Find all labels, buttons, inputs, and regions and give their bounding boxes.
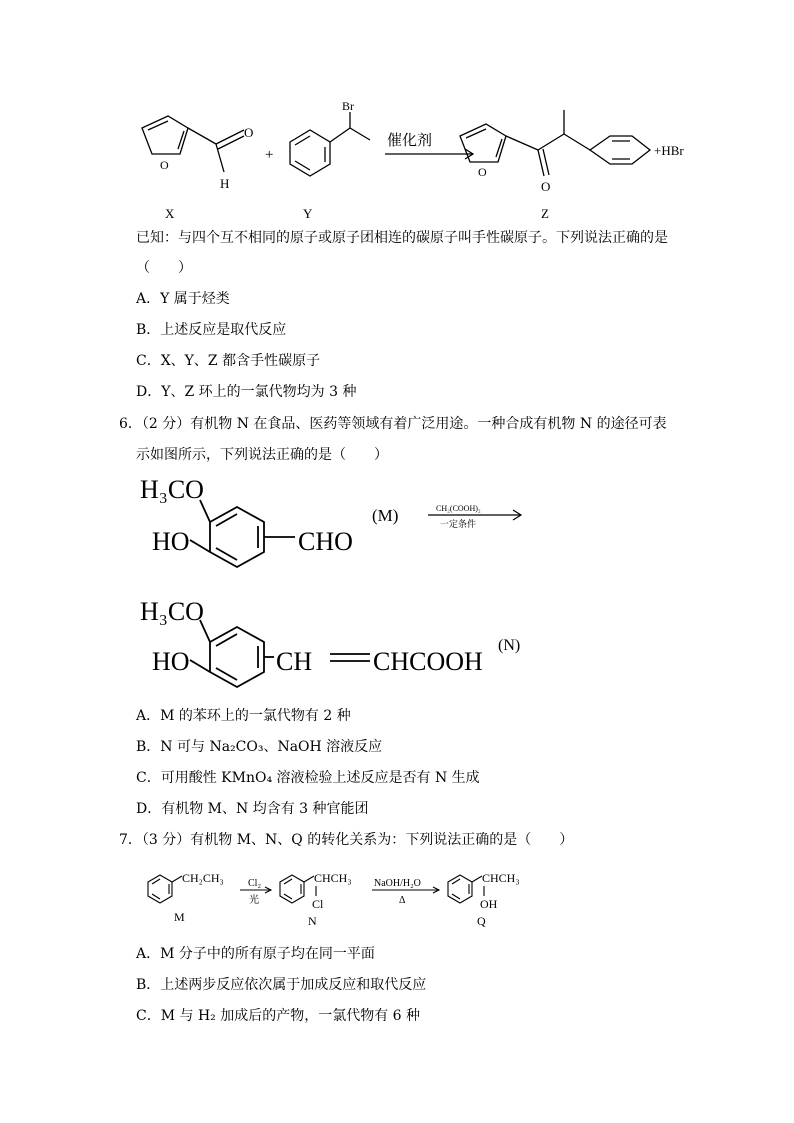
q7-option-b: B．上述两步反应依次属于加成反应和取代反应 <box>136 977 427 993</box>
q5-option-b: B．上述反应是取代反应 <box>136 322 287 338</box>
z-carbonyl-oxygen: O <box>541 179 551 194</box>
cond2-naoh: NaOH/H₂O <box>374 878 421 889</box>
reagent-condition: 一定条件 <box>440 519 477 529</box>
n-label: (N) <box>498 637 521 654</box>
q7-option-c: C．M 与 H₂ 加成后的产物，一氯代物有 6 种 <box>136 1008 421 1024</box>
n-alkene-ch: CH <box>276 647 313 676</box>
m-ethyl-group: CH₂CH₃ <box>182 871 224 885</box>
q5-option-a: A．Y 属于烃类 <box>136 291 230 307</box>
q5-known-statement: 已知：与四个互不相同的原子或原子团相连的碳原子叫手性碳原子。下列说法正确的是 <box>136 230 668 246</box>
n-label: N <box>308 914 317 928</box>
q6-option-c: C．可用酸性 KMnO₄ 溶液检验上述反应是否有 N 生成 <box>136 770 480 786</box>
hbr-product: +HBr <box>654 143 684 158</box>
x-label: X <box>165 206 175 221</box>
n-hydroxy-group: HO <box>152 647 190 676</box>
q6-option-a: A．M 的苯环上的一氯代物有 2 种 <box>136 708 351 724</box>
reaction-xyz-scheme <box>120 92 720 227</box>
y-bromine: Br <box>342 99 354 113</box>
x-carbonyl-oxygen: O <box>244 125 254 140</box>
q6-stem-line2: 示如图所示，下列说法正确的是（ ） <box>136 447 388 463</box>
z-label: Z <box>541 206 549 221</box>
y-label: Y <box>303 206 313 221</box>
y-benzene-ring <box>290 130 330 176</box>
m-hydroxy-group: HO <box>152 527 190 556</box>
q6-synthesis-scheme <box>130 470 550 700</box>
z-benzene-ring <box>590 136 650 164</box>
reagent-malonic-acid: CH₂(COOH)₂ <box>436 504 481 513</box>
q7-stem: 7．（3 分）有机物 M、N、Q 的转化关系为：下列说法正确的是（ ） <box>119 832 574 848</box>
n-chcooh: CHCOOH <box>373 647 483 676</box>
q7-conversion-scheme <box>140 866 560 936</box>
n-benzene-ring <box>210 627 264 687</box>
q7-option-a: A．M 分子中的所有原子均在同一平面 <box>136 946 375 962</box>
catalyst-label: 催化剂 <box>387 133 433 149</box>
q-label: Q <box>477 914 486 928</box>
m-aldehyde-group: CHO <box>298 527 353 556</box>
m-methoxy-group: H₃CO <box>140 475 204 504</box>
q6-option-b: B．N 可与 Na₂CO₃、NaOH 溶液反应 <box>136 739 383 755</box>
q5-option-c: C．X、Y、Z 都含手性碳原子 <box>136 353 321 369</box>
plus-sign: + <box>265 147 274 163</box>
x-ring-oxygen: O <box>160 158 169 172</box>
m-label: (M) <box>372 506 399 525</box>
q6-stem-line1: 6．（2 分）有机物 N 在食品、医药等领域有着广泛用途。一种合成有机物 N 的途径可表 <box>119 416 667 432</box>
z-ring-oxygen: O <box>478 165 487 179</box>
cond2-heat: Δ <box>399 895 406 906</box>
cond1-light: 光 <box>249 895 259 906</box>
x-aldehyde-hydrogen: H <box>220 176 230 191</box>
q5-option-d: D．Y、Z 环上的一氯代物均为 3 种 <box>136 384 357 400</box>
m-label: M <box>174 910 185 924</box>
q6-option-d: D．有机物 M、N 均含有 3 种官能团 <box>136 801 369 817</box>
m-benzene-ring <box>210 507 264 567</box>
n-methoxy-group: H₃CO <box>140 597 204 626</box>
q-chch3-group: CHCH₃ <box>482 871 520 885</box>
n-chch3-group: CHCH₃ <box>314 871 352 885</box>
q5-answer-bracket: （ ） <box>136 260 192 276</box>
cond1-chlorine: Cl₂ <box>248 878 261 889</box>
q-hydroxyl: OH <box>480 897 498 911</box>
n-chlorine: Cl <box>312 897 324 911</box>
